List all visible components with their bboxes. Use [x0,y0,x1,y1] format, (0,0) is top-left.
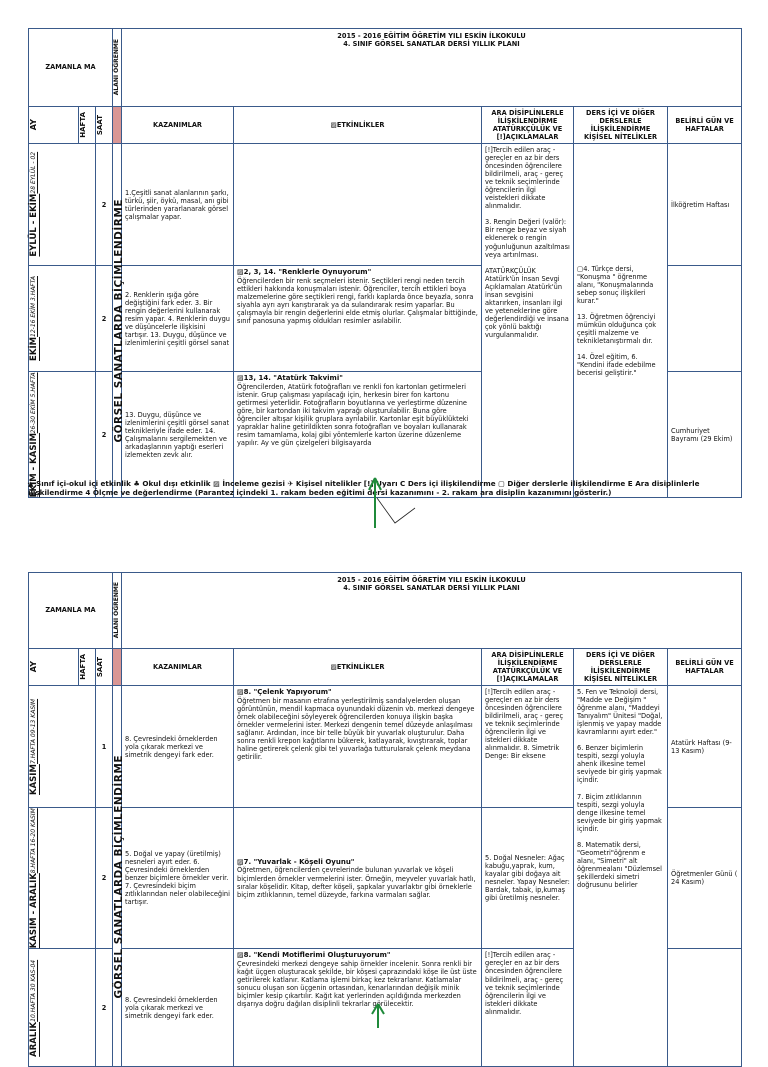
kazanim-text: 13. Duygu, düşünce ve izlenimlerini çeşitli görsel sanat teknikleriyle ifade eder. 14. Çalışmalarını sergilemekten ve arkadaşlarının yaptığı eserleri izlemekten zevk alır. [122,372,234,498]
saat-header: SAAT [96,107,113,144]
saat-header: SAAT [96,649,113,686]
month-cell: KASIM7.HAFTA 09-13 KASIM [29,686,96,808]
legend: ▲ Sınıf içi-okul içi etkinlik ♣ Okul dışı etkinlik ▨ İnceleme gezisi ✈ Kişisel nitelikler [!] Uyarı C Ders içi ilişkilendirme ▢ Diğer derslerle ilişkilendirme E Ara disiplinlerle ilişkilendirme 4 Ölçme ve değerlendirme (Parantez içindeki 1. rakam beden eğitimi dersi kazanımını - 2. rakam ara disiplin kazanımını gösterir.) [28,479,700,498]
ay-header: AY [29,107,79,144]
kazanimlar-header: KAZANIMLAR [122,107,234,144]
kazanim-text: 5. Doğal ve yapay (üretilmiş) nesneleri ayırt eder. 6. Çevresindeki örneklerden benzer biçimlere örnekler verir. 7. Çevresindeki biçim zıtlıklarından neler olabileceğini tartışır. [122,808,234,949]
ara-disiplin-text: [!]Tercih edilen araç - gereçler en az bir ders öncesinden öğrencilere bildirilmeli, araç - gereç ve teknik seçimlerinde öğrencilerin ilgi veistekleri dikkate alınmalıdır. 3. Rengin Değeri (valör): Bir renge beyaz ve siyah eklenerek o rengin yoğunluğunun azaltılması veya artırılması. ATATÜRKÇÜLÜK Atatürk'ün İnsan Sevgi Açıklamaları Atatürk'ün insan sevgisini aktarırken, insanları ilgi ve yeteneklerine göre değerlendirdiği ve insana çok yönlü baktığı vurgulanmalıdır. [482,144,574,498]
belirli-gun-text: Cumhuriyet Bayramı (29 Ekim) [668,372,742,498]
hafta-header: HAFTA [79,107,96,144]
etkinlik-text: ▨2, 3, 14. "Renklerle Oynuyorum" Öğrencilerden bir renk seçmeleri istenir. Seçtikleri rengi neden tercih ettikleri hakkında konuşmaları istenir. Öğrenciler, tercih ettikleri boya malzemelerine göre seçtikleri rengi, farklı kaplarda önce beyazla, sonra siyahla ayrı ayrı karıştırarak ya da sulandırarak resim yaparlar. Bu çalışmayla bir rengin değerlerini elde etmiş olurlar. Çalışmalar bittiğinde, sınıf panosuna yapmış oldukları resimler asılabilir. [234,266,482,372]
yearly-plan-2 [28,572,741,1067]
ders-ici-header: DERS İÇİ VE DİĞER DERSLERLE İLİŞKİLENDİRME KİŞİSEL NİTELİKLER [574,107,668,144]
learning-area: GÖRSEL SANATLARDA BİÇİMLENDİRME [113,686,122,1067]
month-cell: ARALIK10.HAFTA 30 KAS-04 [29,949,96,1067]
learning-area: GÖRSEL SANATLARDA BİÇİMLENDİRME [113,144,122,498]
pink-marker [113,107,122,144]
kazanim-text: 1.Çeşitli sanat alanlarının şarkı, türkü, şiir, öykü, masal, anı gibi türlerinden yararlanarak görsel çalışmalar yapar. [122,144,234,266]
ara-disiplin-header: ARA DİSİPLİNLERLE İLİŞKİLENDİRME ATATÜRKÇÜLÜK VE [!]AÇIKLAMALAR [482,649,574,686]
saat-value: 2 [96,949,113,1067]
ara-disiplin-text: [!]Tercih edilen araç - gereçler en az bir ders öncesinden öğrencilere bildirilmeli, araç - gereç ve teknik seçimlerinde öğrencilerin ilgi ve istekleri dikkate alınmalıdır. [482,949,574,1067]
hafta-header: HAFTA [79,649,96,686]
activity-icon: ▨ [330,121,337,130]
belirli-gun-text: Atatürk Haftası (9-13 Kasım) [668,686,742,808]
ogrenme-alani-header: ALANI ÖĞRENME [113,29,122,107]
kazanimlar-header: KAZANIMLAR [122,649,234,686]
month-cell: EKİM - KASIM26-30 EKİM 5.HAFTA [29,372,96,498]
month-cell: EYLÜL - EKİM28 EYLÜL - 02 [29,144,96,266]
belirli-gun-header: BELİRLİ GÜN VE HAFTALAR [668,649,742,686]
ara-disiplin-header: ARA DİSİPLİNLERLE İLİŞKİLENDİRME ATATÜRKÇÜLÜK VE [!]AÇIKLAMALAR [482,107,574,144]
ara-disiplin-text: 5. Doğal Nesneler: Ağaç kabuğu,yaprak, kum, kayalar gibi doğaya ait nesneler. Yapay Nesneler: Bardak, tabak, ip,kumaş gibi üretilmiş nesneler. [482,808,574,949]
saat-value: 2 [96,372,113,498]
ders-ici-header: DERS İÇİ VE DİĞER DERSLERLE İLİŞKİLENDİRME KİŞİSEL NİTELİKLER [574,649,668,686]
etkinlik-text: ▨7. "Yuvarlak - Köşeli Oyunu" Öğretmen, öğrencilerden çevrelerinde bulunan yuvarlak ve köşeli biçimlerden örnekler vermelerini ister. Örneğin, meyveler yuvarlak hatlı, sıralar köşelidir. Kitap, defter köşeli, şapkalar yuvarlaktır gibi örneklerle biçim zıtlıklarının, temel düzeyde, farkına varmaları sağlar. [234,808,482,949]
activity-icon: ▨ [330,663,337,672]
saat-value: 2 [96,266,113,372]
zamanlama-header: ZAMANLA MA [29,29,113,107]
etkinlik-text [234,144,482,266]
month-cell: EKİM12-16 EKİM 3.HAFTA [29,266,96,372]
pink-marker [113,649,122,686]
ogrenme-alani-header: ALANI ÖĞRENME [113,573,122,649]
ay-header: AY [29,649,79,686]
ara-disiplin-text: [!]Tercih edilen araç - gereçler en az bir ders öncesinden öğrencilere bildirilmeli, araç - gereç ve teknik seçimlerinde öğrencilerin ilgi ve istekleri dikkate alınmalıdır. 8. Simetrik Denge: Bir eksene [482,686,574,808]
plan-title: 2015 - 2016 EĞİTİM ÖĞRETİM YILI ESKİN İLKOKULU 4. SINIF GÖRSEL SANATLAR DERSİ YILLIK PLANI [122,29,742,107]
zamanlama-header: ZAMANLA MA [29,573,113,649]
etkinlik-text: ▨8. "Kendi Motiflerimi Oluşturuyorum" Çevresindeki merkezi dengeye sahip örnekler incelenir. Sonra renkli bir kağıt üçgen oluşturacak şekilde, bir köşesi çaprazındaki köşe ile üst üste getirilerek katlanır. Katlama işlemi birkaç kez tekrarlanır. Katlamalar sonucu oluşan son üçgenin ortasından, kenarlarından değişik minik biçimler kesip çıkartılır. Kağıt kat yerlerinden açıldığında merkezden dışarıya doğru dağılan disiplinli tekrarlar görülecektir. [234,949,482,1067]
belirli-gun-text: Öğretmenler Günü ( 24 Kasım) [668,808,742,949]
ders-ici-text: 5. Fen ve Teknoloji dersi, "Madde ve Değişim " öğrenme alanı, "Maddeyi Tanıyalım" Ünitesi "Doğal, işlenmiş ve yapay madde kavramlarını ayırt eder." 6. Benzer biçimlerin tespiti, sezgi yoluyla ahenk ilkesine temel seviyede bir giriş yapmak içindir. 7. Biçim zıtlıklarının tespiti, sezgi yoluyla denge ilkesine temel seviyede bir giriş yapmak içindir. 8. Matematik dersi, "Geometri"öğrenm e alanı, "Simetri" alt öğrenmealanı "Düzlemsel şekillerdeki simetri doğrusunu belirler [574,686,668,1067]
etkinlik-text: ▨13, 14. "Atatürk Takvimi" Öğrencilerden, Atatürk fotoğrafları ve renkli fon kartonları getirmeleri istenir. Grup çalışması yapılacağı için, herkesin birer fon kartonu getirmesi yeterlidir. Fotoğrafların boyutlarına ve yerleştirme düzenine göre, bir kartondan iki takvim yaprağı oluşturulabilir. Buna göre öğrenciler altışar kişilik gruplara ayrılabilir. Kartonlar eşit büyüklükteki yapraklar haline getirildikten sonra fotoğrafları ve boyaları kullanarak resim tamamlama, kolaj gibi yöntemlerle karton üzerine düzenleme yapılır. Ay ve gün çizelgeleri bilgisayarda [234,372,482,498]
plan-table [28,28,742,498]
belirli-gun-text [668,949,742,1067]
belirli-gun-header: BELİRLİ GÜN VE HAFTALAR [668,107,742,144]
kazanim-text: 8. Çevresindeki örneklerden yola çıkarak merkezi ve simetrik dengeyi fark eder. [122,686,234,808]
saat-value: 2 [96,144,113,266]
kazanim-text: 2. Renklerin ışığa göre değiştiğini fark eder. 3. Bir rengin değerlerini kullanarak resim yapar. 4. Renklerin duygu ve düşüncelerle ilişkisini tartışır. 13. Duygu, düşünce ve izlenimlerini çeşitli görsel sanat [122,266,234,372]
etkinlik-text: ▨8. "Çelenk Yapıyorum" Öğretmen bir masanın etrafına yerleştirilmiş sandalyelerden oluşan görüntünün, mendil kapmaca oyunundaki düzenin vb. merkezi dengeye örnek olabileceğini söyleyerek öğrencilerden konuya ilişkin başka örnekler vermelerini ister. Merkezi dengenin temel düzeyde anlaşılması sağlanır. Ardından, ince bir telle büyük bir yuvarlak oluşturulur. Daha sonra renkli krepon kağıtlarını bükerek, katlayarak, kıvıştırarak, toplar haline getirerek çelenk gibi tel yuvarlağa tutturularak çelenk meydana getirilir. [234,686,482,808]
plan-title: 2015 - 2016 EĞİTİM ÖĞRETİM YILI ESKİN İLKOKULU 4. SINIF GÖRSEL SANATLAR DERSİ YILLIK PLANI [122,573,742,649]
belirli-gun-text [668,266,742,372]
saat-value: 2 [96,808,113,949]
plan-table [28,572,742,1067]
ders-ici-text: ▢4. Türkçe dersi, "Konuşma " öğrenme alanı, "Konuşmalarında sebep sonuç ilişkileri kurar." 13. Öğretmen öğrenciyi mümkün olduğunca çok çeşitli malzeme ve teknikletanıştırmalı dır. 14. Özel eğitim, 6. "Kendini ifade edebilme becerisi geliştirir." [574,144,668,498]
saat-value: 1 [96,686,113,808]
yearly-plan-1 [28,28,741,498]
kazanim-text: 8. Çevresindeki örneklerden yola çıkarak merkezi ve simetrik dengeyi fark eder. [122,949,234,1067]
belirli-gun-text: İlköğretim Haftası [668,144,742,266]
month-cell: KASIM - ARALIK8.HAFTA 16-20 KASIM [29,808,96,949]
etkinlikler-header: ▨ETKİNLİKLER [234,649,482,686]
etkinlikler-header: ▨ETKİNLİKLER [234,107,482,144]
